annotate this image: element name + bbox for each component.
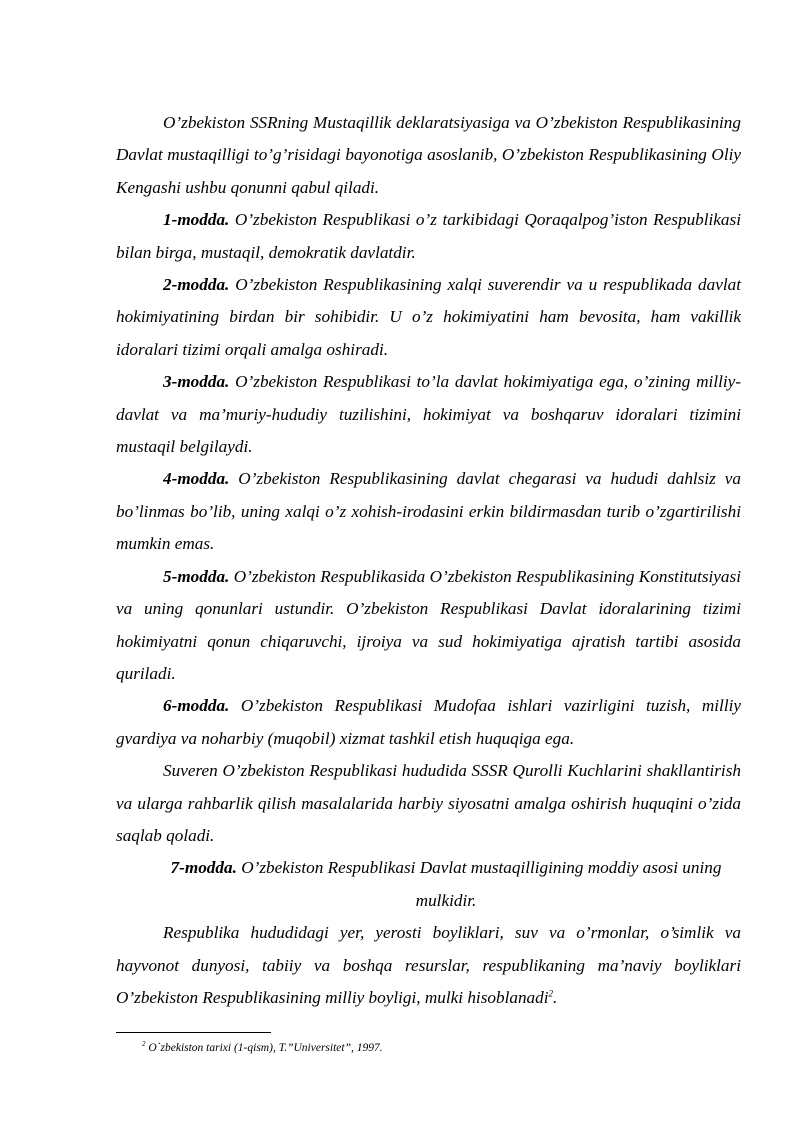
paragraph-article-4: 4-modda. O’zbekiston Respublikasining davlat chegarasi va hududi dahlsiz va bo’linmas bo’lib, uning xalqi o’z xohish-irodasini erkin bildirmasdan turib o’zgartirilishi mumkin emas. bbox=[116, 469, 741, 554]
article-heading: 2-modda. bbox=[163, 275, 230, 295]
paragraph-article-5: 5-modda. O’zbekiston Respublikasida O’zbekiston Respublikasining Konstitutsiyasi va uning qonunlari ustundir. O’zbekiston Respublikasi Davlat idoralarining tizimi hokimiyatni qonun chiqaruvchi, ijroiya va sud hokimiyatiga ajratish tartibi asosida quriladi. bbox=[116, 566, 741, 683]
paragraph-preamble: O’zbekiston SSRning Mustaqillik deklaratsiyasiga va O’zbekiston Respublikasining Davlat mustaqilligi to’g’risidagi bayonotiga asoslanib, O’zbekiston Respublikasining Oliy Kengashi ushbu qonunni qabul qiladi. bbox=[116, 113, 741, 197]
footnote-separator bbox=[116, 1032, 271, 1033]
article-heading: 3-modda. bbox=[163, 372, 230, 392]
article-heading: 6-modda. bbox=[163, 696, 230, 716]
paragraph-resources: Respublika hududidagi yer, yerosti boyliklari, suv va o’rmonlar, o’simlik va hayvonot dunyosi, tabiiy va boshqa resurslar, respublikaning ma’naviy boyliklari O’zbekiston Respublikasining milliy boyligi, mulki hisoblanadi$^2$. bbox=[116, 923, 741, 1007]
footnote-marker: 2 bbox=[142, 1040, 146, 1049]
footnote bbox=[142, 1040, 742, 1056]
article-heading: 1-modda. bbox=[163, 210, 230, 230]
document-body bbox=[116, 107, 741, 1014]
paragraph-article-1: 1-modda. O’zbekiston Respublikasi o’z tarkibidagi Qoraqalpog’iston Respublikasi bilan birga, mustaqil, demokratik davlatdir. bbox=[116, 210, 741, 262]
footnote-text: O`zbekiston tarixi (1-qism), T.”Universitet”, 1997. bbox=[145, 1042, 383, 1054]
footnote-reference[interactable]: 2 bbox=[548, 988, 554, 999]
paragraph-article-6: 6-modda. O’zbekiston Respublikasi Mudofaa ishlari vazirligini tuzish, milliy gvardiya va noharbiy (muqobil) xizmat tashkil etish huquqiga ega. bbox=[116, 696, 741, 748]
paragraph-military: Suveren O’zbekiston Respublikasi hududida SSSR Qurolli Kuchlarini shakllantirish va ularga rahbarlik qilish masalalarida harbiy siyosatni amalga oshirish huquqini o’zida saqlab qoladi. bbox=[116, 761, 741, 845]
article-heading: 5-modda. bbox=[163, 566, 230, 586]
article-heading: 4-modda. bbox=[163, 469, 230, 489]
paragraph-article-3: 3-modda. O’zbekiston Respublikasi to’la davlat hokimiyatiga ega, o’zining milliy-davlat va ma’muriy-hududiy tuzilishini, hokimiyat va boshqaruv idoralari tizimini mustaqil belgilaydi. bbox=[116, 372, 741, 457]
paragraph-article-2: 2-modda. O’zbekiston Respublikasining xalqi suverendir va u respublikada davlat hokimiyatining birdan bir sohibidir. U o’z hokimiyatini ham bevosita, ham vakillik idoralari tizimi orqali amalga oshiradi. bbox=[116, 275, 741, 359]
paragraph-article-7: 7-modda. O’zbekiston Respublikasi Davlat mustaqilligining moddiy asosi uning mulkidir. bbox=[170, 858, 722, 910]
article-heading: 7-modda. bbox=[170, 858, 237, 878]
